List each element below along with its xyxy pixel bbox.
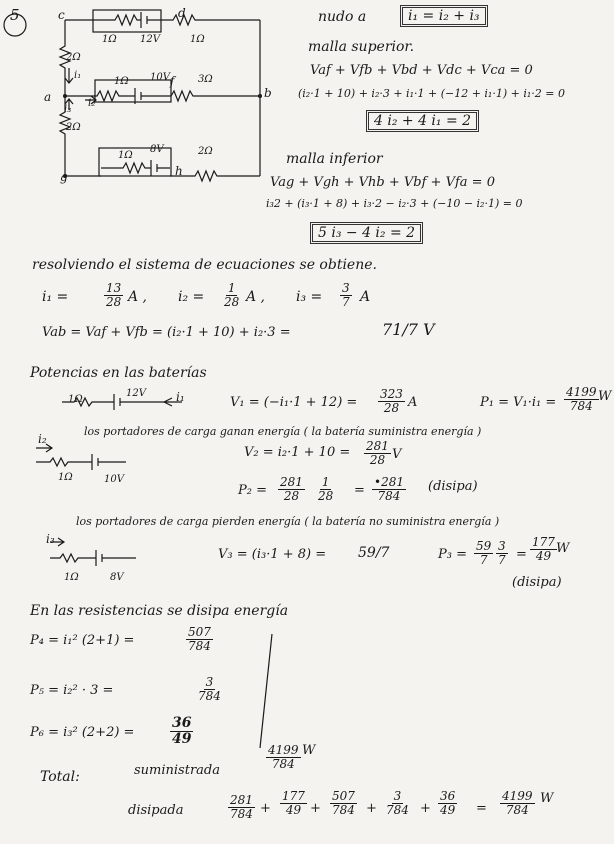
battery-1-voltage: 12V [126, 388, 146, 399]
battery-1-voltage-value: $\frac{323}{28}$ [380, 387, 403, 415]
total-label: Total: [40, 769, 80, 785]
i3-label: i₃ = [296, 289, 323, 305]
p5-value: $\frac{3}{784}$ [198, 675, 221, 703]
upper-mesh-eq1: Vaf + Vfb + Vbd + Vdc + Vca = 0 [310, 63, 533, 78]
current-i3-label: i₃ [64, 104, 72, 115]
battery-3-power-b: $\frac{3}{7}$ [498, 539, 506, 567]
battery-power-title: Potencias en las baterías [30, 365, 207, 381]
bottom-resistor-2-label: 2Ω [198, 146, 213, 157]
top-resistor-2-label: 1Ω [190, 34, 205, 45]
lower-mesh-eq2: i₃2 + (i₃·1 + 8) + i₃·2 − i₂·3 + (−10 − i₂·1) = 0 [266, 197, 523, 210]
node-d: d [178, 6, 186, 20]
plus-2: + [310, 801, 321, 816]
battery-1-power-value: $\frac{4199}{784}$ [566, 385, 597, 413]
vab-expression: Vab = Vaf + Vfb = (i₂·1 + 10) + i₂·3 = [42, 325, 291, 340]
battery-3-power-note: (disipa) [512, 575, 562, 590]
upper-mesh-result: 4 i₂ + 4 i₁ = 2 [366, 110, 479, 132]
lower-mesh-eq1: Vag + Vgh + Vhb + Vbf + Vfa = 0 [270, 175, 495, 190]
node-equation: i₁ = i₂ + i₃ [400, 5, 488, 27]
bottom-battery-label: 8V [150, 144, 164, 155]
supplied-unit: W [302, 743, 316, 758]
dissipated-term-1: $\frac{281}{784}$ [230, 793, 253, 821]
i2-label: i₂ = [178, 289, 205, 305]
supplied-value: $\frac{4199}{784}$ [268, 743, 299, 771]
node-label: nudo a [318, 9, 367, 25]
node-h: h [175, 164, 183, 178]
node-b: b [264, 86, 272, 100]
dissipated-term-3: $\frac{507}{784}$ [332, 789, 355, 817]
battery-3-power-expr: P₃ = [438, 547, 467, 562]
battery-1-note: los portadores de carga ganan energía ( la batería suministra energía ) [84, 425, 482, 438]
battery-3-voltage: 8V [110, 572, 124, 583]
dissipated-term-4: $\frac{3}{784}$ [386, 789, 409, 817]
battery-1-voltage-unit: A [408, 395, 418, 410]
battery-1-resistor: 1Ω [68, 394, 83, 405]
p6-value: $\frac{36}{49}$ [172, 715, 192, 747]
plus-4: + [420, 801, 431, 816]
left-resistor-top-label: 2Ω [66, 52, 81, 63]
i3-unit: A [360, 289, 371, 305]
i1-unit: A , [128, 289, 148, 305]
node-a: a [44, 90, 52, 104]
battery-3-power-eq: = [516, 547, 527, 562]
current-i2-label: i₂ [88, 98, 96, 109]
dissipated-total: $\frac{4199}{784}$ [502, 789, 533, 817]
battery-1-power-unit: W [598, 389, 612, 404]
dissipated-term-2: $\frac{177}{49}$ [282, 789, 305, 817]
plus-1: + [260, 801, 271, 816]
battery-2-power-value: $\frac{•281}{784}$ [374, 475, 404, 503]
mid-resistor-label: 1Ω [114, 76, 129, 87]
battery-1-power-expr: P₁ = V₁·i₁ = [480, 395, 557, 410]
lower-mesh-title: malla inferior [286, 151, 383, 167]
battery-2-power-eq: = [354, 483, 365, 498]
battery-2-resistor: 1Ω [58, 472, 73, 483]
mid-resistor-3-label: 3Ω [198, 74, 213, 85]
node-f: f [170, 74, 175, 88]
battery-2-note: los portadores de carga pierden energía ( la batería no suministra energía ) [76, 515, 500, 528]
i1-label: i₁ = [42, 289, 69, 305]
battery-3-power-a: $\frac{59}{7}$ [476, 539, 492, 567]
p6-expression: P₆ = i₃² (2+2) = [30, 725, 135, 740]
battery-2-current: i₂ [38, 432, 47, 446]
battery-3-resistor: 1Ω [64, 572, 79, 583]
i2-value: $\frac{1}{28}$ [224, 281, 240, 309]
battery-1-current: i₁ [176, 390, 185, 404]
i1-value: $\frac{13}{28}$ [106, 281, 122, 309]
battery-3-power-value: $\frac{177}{49}$ [532, 535, 555, 563]
node-c: c [58, 8, 65, 22]
battery-2-voltage-unit: V [392, 447, 402, 462]
battery-2-voltage-value: $\frac{281}{28}$ [366, 439, 389, 467]
bottom-resistor-label: 1Ω [118, 150, 133, 161]
node-g: g [60, 170, 68, 184]
top-resistor-1-label: 1Ω [102, 34, 117, 45]
battery-2-power-expr: P₂ = [238, 483, 267, 498]
total-equals: = [476, 801, 487, 816]
upper-mesh-title: malla superior. [308, 39, 415, 55]
solving-text: resolviendo el sistema de ecuaciones se obtiene. [32, 257, 377, 273]
resistors-title: En las resistencias se disipa energía [30, 603, 289, 619]
battery-1-voltage-expr: V₁ = (−i₁·1 + 12) = [230, 395, 358, 410]
p4-value: $\frac{507}{784}$ [188, 625, 211, 653]
plus-3: + [366, 801, 377, 816]
battery-2-voltage-expr: V₂ = i₂·1 + 10 = [244, 445, 351, 460]
i2-unit: A , [246, 289, 266, 305]
dissipated-term-5: $\frac{36}{49}$ [440, 789, 456, 817]
vab-value: 71/7 V [382, 320, 435, 339]
current-i1-label: i₁ [74, 70, 82, 81]
p5-expression: P₅ = i₂² · 3 = [30, 683, 114, 698]
battery-3-current: i₃ [46, 532, 55, 546]
battery-2-power-a: $\frac{281}{28}$ [280, 475, 303, 503]
dissipated-total-unit: W [540, 791, 554, 806]
battery-2-diagram [36, 452, 156, 472]
battery-3-voltage-value: 59/7 [358, 545, 390, 561]
upper-mesh-eq2: (i₂·1 + 10) + i₂·3 + i₁·1 + (−12 + i₁·1) + i₁·2 = 0 [298, 87, 565, 100]
top-battery-label: 12V [140, 34, 160, 45]
dissipated-label: disipada [128, 803, 184, 818]
battery-2-voltage: 10V [104, 474, 124, 485]
left-resistor-bottom-label: 2Ω [66, 122, 81, 133]
battery-2-power-b: $\frac{1}{28}$ [318, 475, 334, 503]
battery-3-diagram [50, 548, 170, 568]
problem-number: 5 [10, 6, 20, 24]
i3-value: $\frac{3}{7}$ [342, 281, 350, 309]
battery-3-power-unit: W [556, 541, 570, 556]
battery-3-voltage-expr: V₃ = (i₃·1 + 8) = [218, 547, 327, 562]
battery-2-power-note: (disipa) [428, 479, 478, 494]
mid-battery-label: 10V [150, 72, 170, 83]
supplied-label: suministrada [134, 763, 220, 778]
margin-stroke [258, 634, 278, 754]
p4-expression: P₄ = i₁² (2+1) = [30, 633, 135, 648]
lower-mesh-result: 5 i₃ − 4 i₂ = 2 [310, 222, 423, 244]
